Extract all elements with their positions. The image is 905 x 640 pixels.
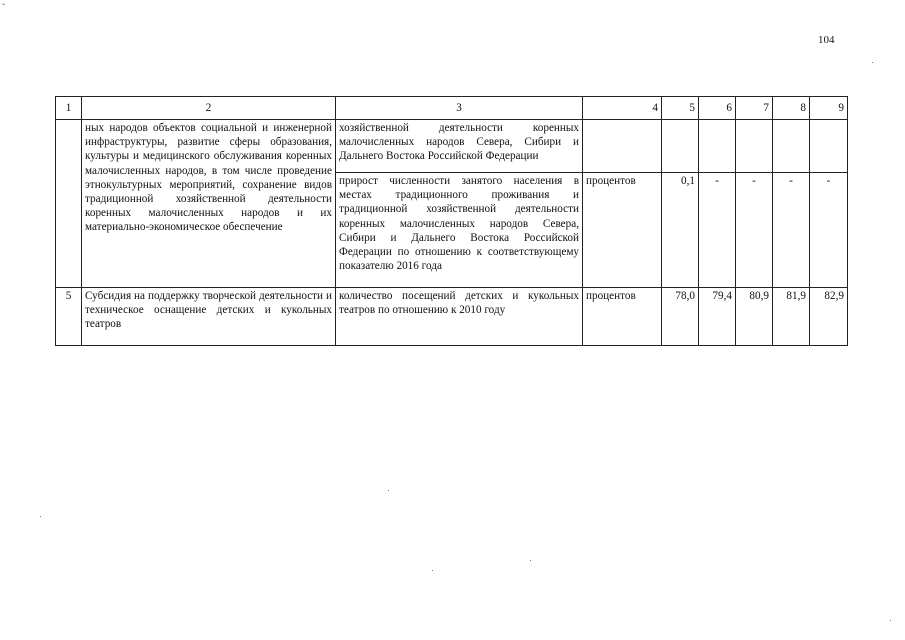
header-cell: 6 [699,97,736,120]
row-number-cell [56,120,82,288]
table-row [56,288,848,346]
header-cell: 4 [583,97,662,120]
header-cell: 2 [82,97,336,120]
unit-cell: процентов [583,288,662,346]
value-cell [736,120,773,173]
scan-speck [890,620,891,621]
indicator-cell: количество посещений детских и кукольных театров по отношению к 2010 году [336,288,583,346]
value-cell [662,120,699,173]
page-number: 104 [818,34,835,46]
scan-speck [530,560,531,561]
corner-scan-mark: ˇ [2,2,5,12]
value-cell: 0,1 [662,173,699,288]
table-header-row [56,97,848,120]
value-cell: 81,9 [773,288,810,346]
row-number-cell: 5 [56,288,82,346]
value-cell: - [810,173,848,288]
value-cell: 79,4 [699,288,736,346]
measure-description-cell: ных народов объектов социальной и инженерной инфраструктуры, развитие сферы образования, культуры и медицинского обслуживания коренных малочисленных народов, в том числе проведение этнокультурных мероприятий, сохранение видов традиционной хозяйственной деятельности коренных малочисленных народов и их материально-экономическое обеспечение [82,120,336,288]
unit-cell: процентов [583,173,662,288]
header-cell: 5 [662,97,699,120]
header-cell: 8 [773,97,810,120]
scan-speck [432,570,433,571]
measure-description-cell: Субсидия на поддержку творческой деятельности и техническое оснащение детских и кукольных театров [82,288,336,346]
indicators-table [55,96,848,346]
unit-cell [583,120,662,173]
value-cell [773,120,810,173]
indicator-cell: хозяйственной деятельности коренных малочисленных народов Севера, Сибири и Дальнего Востока Российской Федерации [336,120,583,173]
indicator-cell: прирост численности занятого населения в местах традиционного проживания и традиционной хозяйственной деятельности коренных малочисленных народов Севера, Сибири и Дальнего Востока Российской Федерации по отношению к соответствующему показателю 2016 года [336,173,583,288]
header-cell: 3 [336,97,583,120]
value-cell: - [699,173,736,288]
header-cell: 1 [56,97,82,120]
header-cell: 7 [736,97,773,120]
value-cell: 78,0 [662,288,699,346]
value-cell: 80,9 [736,288,773,346]
scan-speck [40,516,41,517]
value-cell [699,120,736,173]
header-cell: 9 [810,97,848,120]
value-cell [810,120,848,173]
scan-speck [872,62,873,63]
scan-speck [388,490,389,491]
value-cell: - [773,173,810,288]
value-cell: 82,9 [810,288,848,346]
table-row [56,120,848,173]
value-cell: - [736,173,773,288]
